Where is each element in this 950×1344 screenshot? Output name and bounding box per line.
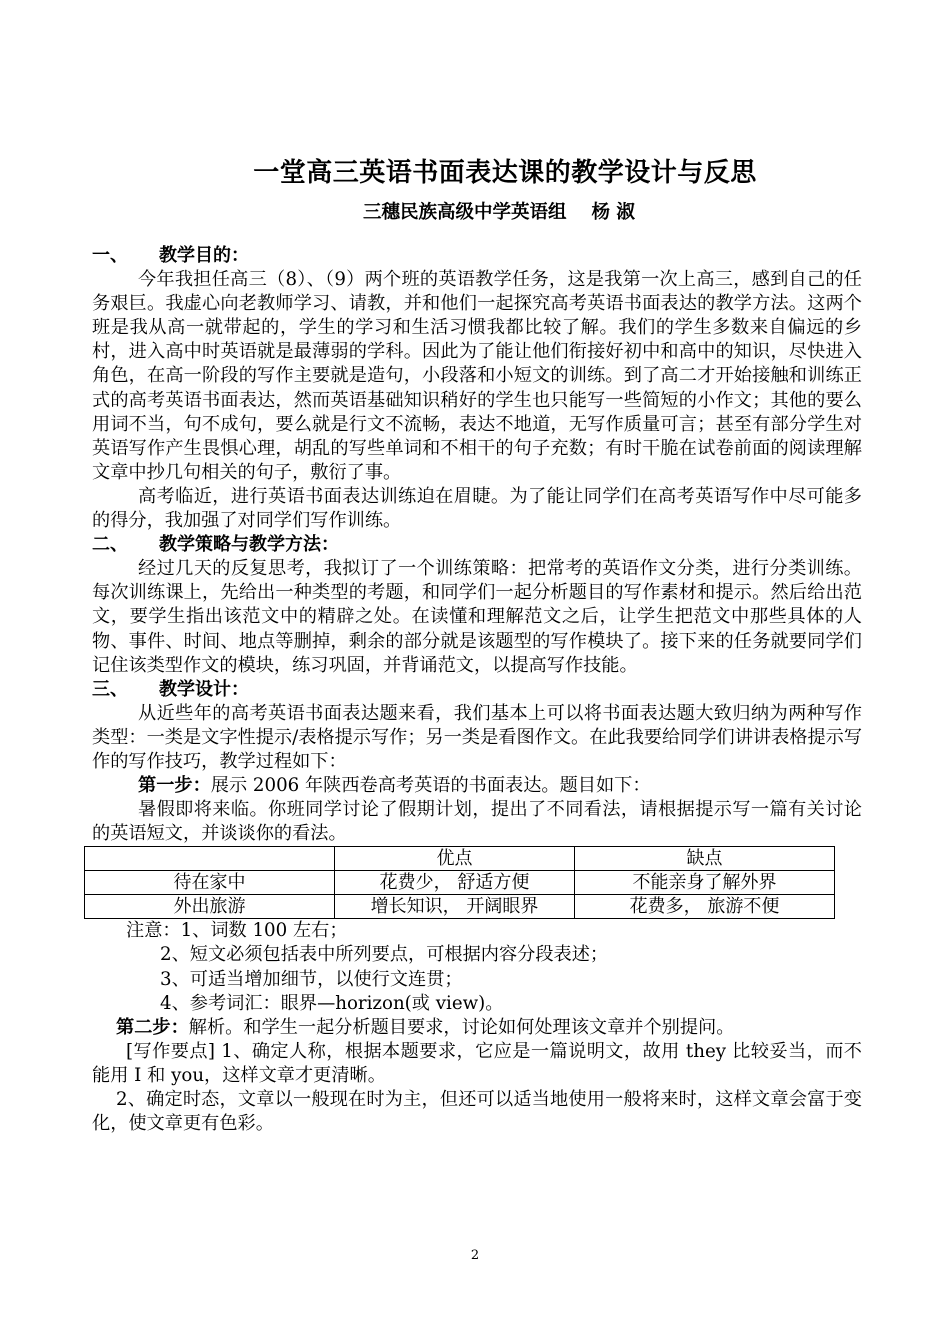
paragraph: 高考临近，进行英语书面表达训练迫在眉睫。为了能让同学们在高考英语写作中尽可能多的得分，我加强了对同学们写作训练。: [92, 485, 862, 532]
table-header-cell: 优点: [335, 847, 575, 871]
paragraph-text: [写作要点] 1、确定人称，根据本题要求，它应是一篇说明文，故用 they 比较妥当，而不能用 I 和 you，这样文章才更清晰。: [92, 1040, 862, 1086]
paragraph: 今年我担任高三（8）、（9）两个班的英语教学任务，这是我第一次上高三，感到自己的任务艰巨。我虚心向老教师学习、请教，并和他们一起探究高考英语书面表达的教学方法。这两个班是我从高一就带起的，学生的学习和生活习惯我都比较了解。我们的学生多数来自偏远的乡村，进入高中时英语就是最薄弱的学科。因此为了能让他们衔接好初中和高中的知识，尽快进入角色，在高一阶段的写作主要就是造句，小段落和小短文的训练。到了高二才开始接触和训练正式的高考英语书面表达，然而英语基础知识稍好的学生也只能写一些简短的小作文；其他的要么用词不当，句不成句，要么就是行文不流畅，表达不地道，无写作质量可言；甚至有部分学生对英语写作产生畏惧心理，胡乱的写些单词和不相干的句子充数；有时干脆在试卷前面的阅读理解文章中抄几句相关的句子，敷衍了事。: [92, 269, 862, 483]
table-cell: 花费少， 舒适方便: [335, 871, 575, 895]
paragraph: 2、确定时态，文章以一般现在时为主，但还可以适当地使用一般将来时，这样文章会富于变化，使文章更有色彩。: [92, 1089, 862, 1135]
table-cell: 外出旅游: [85, 895, 335, 919]
note-line: 注意：1、词数 100 左右；: [126, 920, 348, 942]
note-line: 2、短文必须包括表中所列要点，可根据内容分段表述；: [160, 944, 609, 966]
table-header-cell: 缺点: [575, 847, 835, 871]
table-cell: 花费多， 旅游不便: [575, 895, 835, 919]
table-header-row: [85, 847, 835, 871]
section-title: 教学策略与教学方法：: [159, 534, 339, 556]
step-2: [92, 1016, 862, 1040]
section-heading-1: [92, 244, 862, 268]
section-heading-2: [92, 533, 862, 557]
step-text: 展示 2006 年陕西卷高考英语的书面表达。题目如下：: [210, 775, 651, 797]
step-text: 解析。和学生一起分析题目要求，讨论如何处理该文章并个别提问。: [188, 1016, 735, 1038]
step-label: 第二步：: [116, 1016, 189, 1038]
paragraph: 从近些年的高考英语书面表达题来看，我们基本上可以将书面表达题大致归纳为两种写作类型：一类是文字性提示/表格提示写作；另一类是看图作文。在此我要给同学们讲讲表格提示写作的写作技巧，教学过程如下：: [92, 702, 863, 772]
table-header-cell: [85, 847, 335, 871]
paragraph: [68, 1040, 862, 1088]
note-line: 4、参考词汇：眼界—horizon(或 view)。: [160, 992, 504, 1014]
document-body: [92, 244, 862, 1136]
table-cell: 待在家中: [85, 871, 335, 895]
section-number: 一、: [92, 245, 128, 266]
page-number: 2: [470, 1248, 480, 1263]
step-label: 第一步：: [138, 775, 211, 797]
section-heading-3: [92, 678, 862, 702]
table-row: [85, 871, 835, 895]
table-cell: 不能亲身了解外界: [575, 871, 835, 895]
note-line: 3、可适当增加细节，以使行文连贯；: [160, 968, 463, 990]
comparison-table: [84, 846, 835, 919]
document-title: 一堂高三英语书面表达课的教学设计与反思: [253, 158, 757, 188]
section-title: 教学目的：: [159, 245, 249, 266]
table-row: [85, 895, 835, 919]
document-subtitle: 三穗民族高级中学英语组 杨 淑: [363, 202, 635, 223]
paragraph: 经过几天的反复思考，我拟订了一个训练策略：把常考的英语作文分类，进行分类训练。每次训练课上，先给出一种类型的考题，和同学们一起分析题目的写作素材和提示。然后给出范文，要学生指出该范文中的精辟之处。在读懂和理解范文之后，让学生把范文中那些具体的人物、事件、时间、地点等删掉，剩余的部分就是该题型的写作模块了。接下来的任务就要同学们记住该类型作文的模块，练习巩固，并背诵范文，以提高写作技能。: [92, 558, 862, 676]
section-number: 三、: [92, 678, 128, 700]
section-number: 二、: [92, 534, 128, 556]
table-cell: 增长知识， 开阔眼界: [335, 895, 575, 919]
step-1: [92, 774, 862, 798]
paragraph: 暑假即将来临。你班同学讨论了假期计划，提出了不同看法，请根据提示写一篇有关讨论的英语短文，并谈谈你的看法。: [92, 799, 862, 845]
section-title: 教学设计：: [159, 678, 249, 700]
